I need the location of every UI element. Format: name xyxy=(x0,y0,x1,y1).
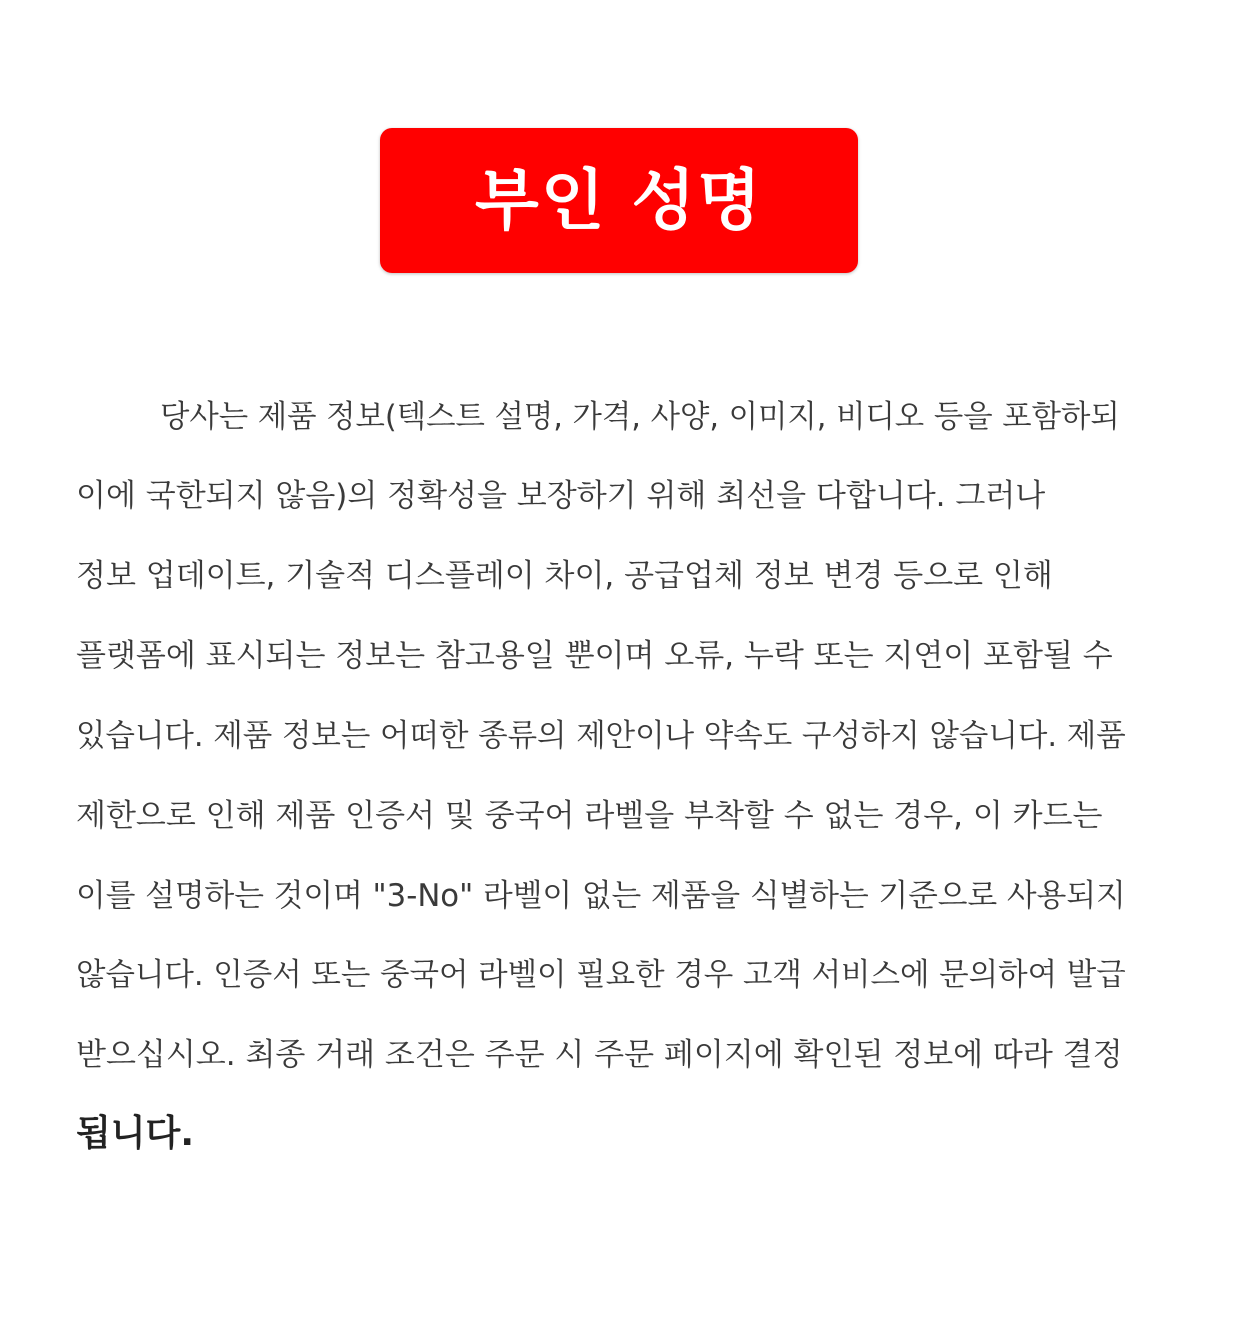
body-line: 됩니다. xyxy=(76,1113,195,1154)
body-line: 이에 국한되지 않음)의 정확성을 보장하기 위해 최선을 다합니다. 그러나 xyxy=(76,478,1046,514)
title-banner xyxy=(380,128,858,273)
body-line: 플랫폼에 표시되는 정보는 참고용일 뿐이며 오류, 누락 또는 지연이 포함될 수 xyxy=(76,638,1113,674)
body-line: 제한으로 인해 제품 인증서 및 중국어 라벨을 부착할 수 없는 경우, 이 카드는 xyxy=(76,798,1103,834)
body-line: 당사는 제품 정보(텍스트 설명, 가격, 사양, 이미지, 비디오 등을 포함하되 xyxy=(160,399,1120,435)
body-line: 정보 업데이트, 기술적 디스플레이 차이, 공급업체 정보 변경 등으로 인해 xyxy=(76,558,1053,594)
page-title: 부인 성명 xyxy=(474,161,763,239)
body-line: 있습니다. 제품 정보는 어떠한 종류의 제안이나 약속도 구성하지 않습니다. 제품 xyxy=(76,718,1126,754)
body-line: 이를 설명하는 것이며 "3-No" 라벨이 없는 제품을 식별하는 기준으로 사용되지 xyxy=(76,878,1126,914)
body-line: 받으십시오. 최종 거래 조건은 주문 시 주문 페이지에 확인된 정보에 따라 결정 xyxy=(76,1037,1123,1073)
body-line: 않습니다. 인증서 또는 중국어 라벨이 필요한 경우 고객 서비스에 문의하여 발급 xyxy=(76,957,1126,993)
